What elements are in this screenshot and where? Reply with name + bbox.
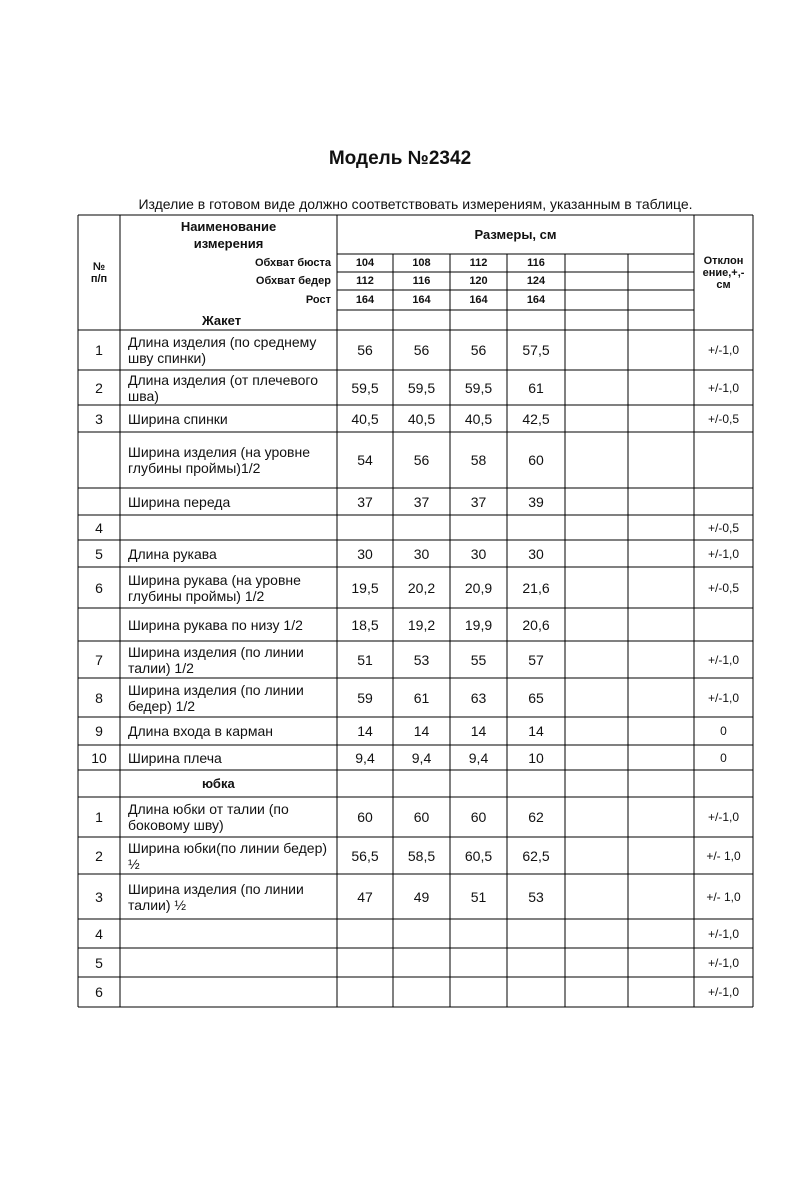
row-value: 18,5 (351, 616, 379, 633)
row-name: Ширина переда (128, 493, 231, 510)
row-value: 60 (528, 452, 544, 468)
header-size-hips: 124 (526, 275, 546, 287)
row-name: Длина входа в карман (128, 723, 273, 739)
row-number: 6 (95, 984, 103, 1000)
row-name: Длина юбки от талии (по боковому шву) (128, 801, 289, 833)
row-value: 14 (470, 723, 487, 739)
row-value: 30 (528, 545, 544, 562)
row-value (450, 948, 507, 977)
row-value (337, 948, 393, 977)
row-number: 5 (95, 954, 103, 971)
row-value (337, 919, 393, 948)
row-value: 61 (413, 689, 430, 706)
name-column-header: Наименование измерения (180, 218, 277, 251)
row-deviation: 0 (720, 724, 727, 738)
row-deviation: +/-1,0 (707, 955, 740, 970)
row-name (128, 948, 329, 977)
row-value: 51 (357, 651, 373, 668)
header-size-bust: 108 (412, 257, 431, 269)
row-name: Ширина рукава по низу 1/2 (128, 616, 303, 633)
row-number: 3 (95, 410, 103, 427)
row-value: 20,2 (407, 579, 436, 596)
row-number: 9 (95, 723, 103, 739)
row-value: 19,9 (464, 616, 493, 633)
row-value: 61 (528, 379, 544, 396)
row-value (450, 515, 507, 540)
row-name (128, 919, 329, 948)
row-value: 58,5 (407, 847, 436, 864)
row-value: 20,9 (464, 579, 493, 596)
row-value: 14 (357, 723, 373, 739)
row-value (450, 977, 507, 1007)
row-value: 59,5 (407, 379, 436, 396)
row-value: 56 (413, 452, 430, 468)
row-value: 59,5 (351, 379, 379, 396)
row-name: Ширина рукава (на уровне глубины проймы) 1/2 (128, 571, 301, 604)
header-size-hips: 120 (469, 275, 488, 287)
header-label-bust: Обхват бюста (254, 257, 331, 269)
row-deviation: +/-1,0 (707, 546, 740, 561)
section-jacket: Жакет (202, 312, 242, 328)
row-value: 39 (528, 493, 544, 510)
row-value: 30 (413, 545, 430, 562)
row-value (507, 948, 565, 977)
row-deviation: +/-1,0 (707, 380, 740, 395)
sizes-header: Размеры, см (474, 227, 557, 242)
page-title: Модель №2342 (328, 148, 472, 169)
row-deviation (700, 608, 747, 641)
header-size-height: 164 (412, 294, 431, 306)
row-value: 20,6 (522, 616, 550, 633)
row-value: 14 (413, 723, 430, 739)
row-name: Ширина изделия (по линии бедер) 1/2 (128, 681, 304, 714)
section-skirt: юбка (202, 776, 235, 791)
row-number: 2 (95, 847, 103, 864)
row-number: 1 (95, 342, 103, 358)
row-deviation (700, 432, 747, 488)
row-name: Ширина юбки(по линии бедер) ½ (128, 839, 328, 872)
row-name: Длина изделия (от плечевого шва) (128, 371, 319, 404)
row-name: Ширина изделия (на уровне глубины проймы)1/2 (128, 444, 310, 476)
row-number (78, 608, 120, 641)
row-value: 51 (470, 888, 487, 905)
row-deviation: +/-1,0 (707, 690, 740, 705)
row-value (393, 948, 450, 977)
row-value: 53 (413, 651, 430, 668)
row-value: 59 (357, 689, 373, 706)
row-value: 37 (470, 493, 487, 510)
row-value: 53 (528, 888, 544, 905)
row-value (507, 515, 565, 540)
row-deviation: +/-1,0 (707, 652, 740, 667)
deviation-column-header: Отклон ение,+,- см (702, 254, 745, 291)
row-value: 62,5 (522, 847, 550, 864)
row-number: 1 (95, 809, 103, 825)
row-number: 4 (95, 925, 103, 942)
row-value: 56 (357, 342, 373, 358)
row-deviation: +/-1,0 (707, 343, 740, 357)
subtitle: Изделие в готовом виде должно соответствовать измерениям, указанным в таблице. (138, 196, 693, 212)
row-number: 5 (95, 545, 103, 562)
row-deviation: +/-1,0 (707, 926, 740, 941)
row-deviation: +/- 1,0 (706, 848, 741, 863)
row-deviation: +/- 1,0 (706, 889, 741, 904)
row-value: 14 (528, 723, 544, 739)
row-name: Ширина спинки (128, 410, 228, 427)
row-value: 40,5 (464, 410, 493, 427)
row-value: 9,4 (468, 749, 489, 766)
row-name: Длина изделия (по среднему шву спинки) (128, 334, 317, 366)
row-value: 21,6 (522, 579, 550, 596)
row-number: 3 (95, 888, 103, 905)
header-size-height: 164 (526, 294, 546, 306)
row-value (393, 919, 450, 948)
row-value: 37 (357, 493, 373, 510)
row-value (337, 977, 393, 1007)
row-value: 30 (470, 545, 487, 562)
row-deviation (700, 488, 747, 515)
row-number: 10 (91, 749, 107, 766)
row-value: 63 (470, 689, 487, 706)
row-value: 57 (528, 651, 544, 668)
header-size-hips: 112 (356, 275, 374, 287)
row-value: 55 (470, 651, 487, 668)
row-value (337, 515, 393, 540)
row-value: 40,5 (407, 410, 436, 427)
row-value: 47 (357, 888, 373, 905)
row-value: 56 (470, 342, 487, 358)
header-label-hips: Обхват бедер (255, 275, 331, 287)
row-value: 60 (413, 809, 430, 825)
row-value: 49 (413, 888, 430, 905)
row-value: 59,5 (464, 379, 493, 396)
row-deviation: +/-1,0 (707, 810, 740, 824)
row-value: 58 (470, 452, 487, 468)
row-value: 19,2 (407, 616, 436, 633)
row-deviation: 0 (720, 750, 727, 765)
header-size-height: 164 (469, 294, 488, 306)
row-value (507, 977, 565, 1007)
row-value: 57,5 (522, 342, 550, 358)
row-name: Ширина изделия (по линии талии) ½ (128, 880, 304, 913)
row-number (78, 432, 120, 488)
row-value: 37 (413, 493, 430, 510)
row-number (78, 488, 120, 515)
row-value: 56 (413, 342, 430, 358)
row-number: 6 (95, 579, 103, 596)
row-deviation: +/-0,5 (707, 411, 740, 426)
header-size-bust: 112 (469, 257, 488, 269)
row-value: 9,4 (411, 749, 432, 766)
row-value (450, 919, 507, 948)
header-label-height: Рост (305, 294, 331, 306)
row-value: 9,4 (355, 749, 375, 766)
row-name: Ширина изделия (по линии талии) 1/2 (128, 643, 304, 676)
row-name: Ширина плеча (128, 749, 222, 766)
row-name: Длина рукава (128, 545, 217, 562)
row-value: 19,5 (351, 579, 379, 596)
row-number: 2 (95, 379, 103, 396)
row-name (128, 515, 329, 540)
row-name (128, 977, 329, 1007)
header-size-hips: 116 (412, 275, 431, 287)
row-value: 62 (528, 809, 544, 825)
row-value (393, 977, 450, 1007)
row-value: 40,5 (351, 410, 379, 427)
row-value (507, 919, 565, 948)
row-value: 42,5 (522, 410, 550, 427)
row-deviation: +/-0,5 (707, 520, 740, 535)
row-value: 60 (357, 809, 373, 825)
header-size-bust: 104 (355, 257, 375, 269)
row-number: 4 (95, 519, 103, 536)
row-value: 65 (528, 689, 544, 706)
row-value: 30 (357, 545, 373, 562)
row-value: 60 (470, 809, 487, 825)
row-deviation: +/-1,0 (707, 985, 740, 999)
row-value: 10 (528, 749, 544, 766)
row-number: 7 (95, 651, 103, 668)
row-value (393, 515, 450, 540)
header-size-height: 164 (355, 294, 375, 306)
row-value: 60,5 (464, 847, 493, 864)
num-column-header: № п/п (90, 260, 108, 285)
row-number: 8 (95, 689, 103, 706)
row-value: 54 (357, 452, 373, 468)
row-value: 56,5 (351, 847, 379, 864)
row-deviation: +/-0,5 (707, 580, 740, 595)
header-size-bust: 116 (527, 257, 545, 269)
